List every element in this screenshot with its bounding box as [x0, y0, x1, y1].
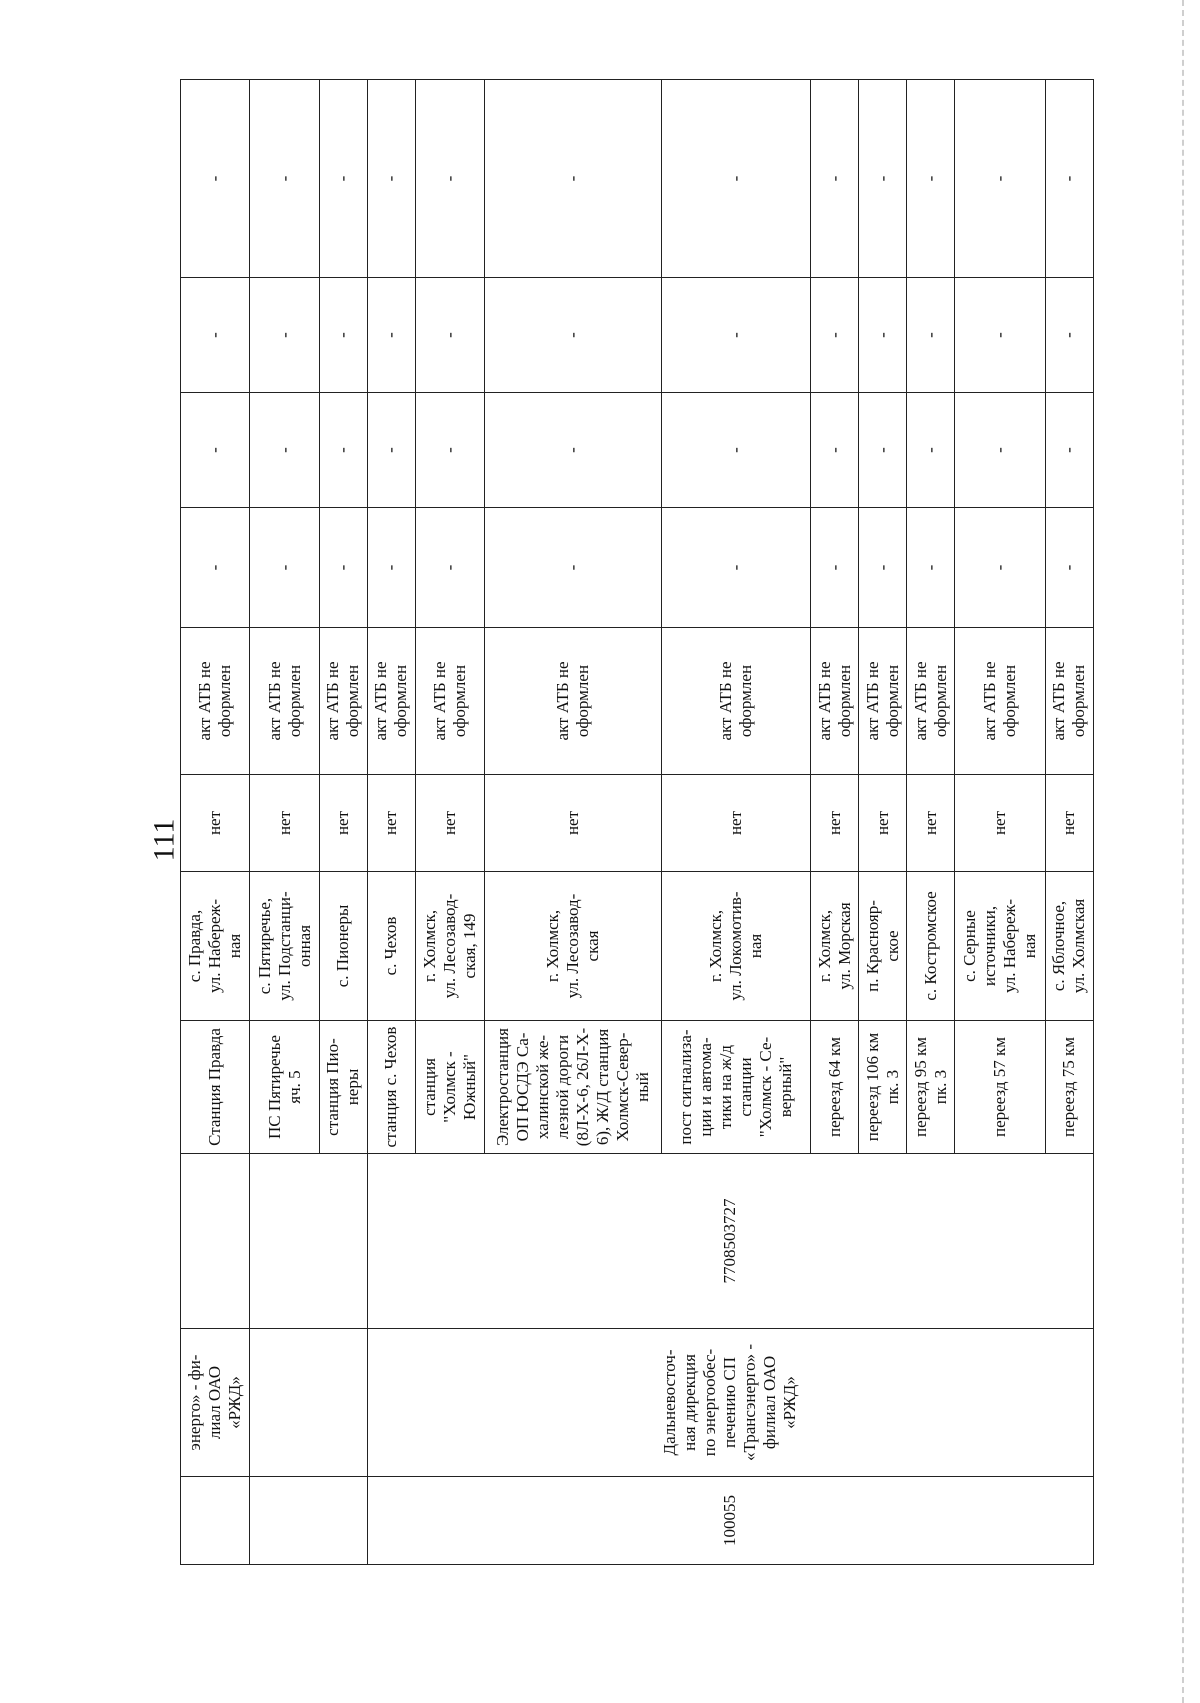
dash-cell: -	[1045, 278, 1093, 393]
dash-cell: -	[367, 508, 415, 628]
flag-cell: нет	[319, 775, 367, 872]
dash-cell: -	[181, 278, 250, 393]
object-cell: Электростанция ОП ЮСДЭ Са- халинской же- лезной дороги (8Л-Х-6, 26Л-Х- 6), Ж/Д станция Холмск-Север- ный	[485, 1021, 661, 1154]
object-cell: Станция Правда	[181, 1021, 250, 1154]
dash-cell: -	[1045, 508, 1093, 628]
dash-cell: -	[250, 80, 319, 278]
address-cell: г. Холмск, ул. Лесозавод- ская	[485, 872, 661, 1021]
dash-cell: -	[955, 278, 1046, 393]
dash-cell: -	[181, 393, 250, 508]
act-cell: акт АТБ не оформлен	[810, 628, 858, 775]
act-cell: акт АТБ не оформлен	[955, 628, 1046, 775]
flag-cell: нет	[859, 775, 907, 872]
dash-cell: -	[485, 278, 661, 393]
address-cell: г. Холмск, ул. Морская	[810, 872, 858, 1021]
inn-cell: 7708503727	[367, 1154, 1093, 1329]
act-cell: акт АТБ не оформлен	[250, 628, 319, 775]
dash-cell: -	[859, 278, 907, 393]
dash-cell: -	[810, 80, 858, 278]
dash-cell: -	[250, 278, 319, 393]
dash-cell: -	[181, 508, 250, 628]
object-cell: переезд 106 км пк. 3	[859, 1021, 907, 1154]
dash-cell: -	[907, 508, 955, 628]
rotated-table-container	[180, 80, 1094, 1565]
dash-cell: -	[955, 80, 1046, 278]
address-cell: п. Краснояр- ское	[859, 872, 907, 1021]
object-cell: переезд 75 км	[1045, 1021, 1093, 1154]
flag-cell: нет	[367, 775, 415, 872]
dash-cell: -	[415, 393, 484, 508]
object-cell: ПС Пятиречье яч. 5	[250, 1021, 319, 1154]
code-cell: 100055	[367, 1477, 1093, 1565]
dash-cell: -	[367, 278, 415, 393]
dash-cell: -	[250, 508, 319, 628]
address-cell: с. Пионеры	[319, 872, 367, 1021]
code-cell	[250, 1477, 367, 1565]
act-cell: акт АТБ не оформлен	[415, 628, 484, 775]
address-cell: с. Костромское	[907, 872, 955, 1021]
dash-cell: -	[661, 393, 810, 508]
scan-edge-marks	[1182, 0, 1200, 1703]
address-cell: с. Пятиречье, ул. Подстанци- онная	[250, 872, 319, 1021]
dash-cell: -	[661, 80, 810, 278]
flag-cell: нет	[485, 775, 661, 872]
flag-cell: нет	[907, 775, 955, 872]
dash-cell: -	[319, 393, 367, 508]
dash-cell: -	[810, 508, 858, 628]
object-cell: переезд 95 км пк. 3	[907, 1021, 955, 1154]
dash-cell: -	[319, 278, 367, 393]
dash-cell: -	[367, 393, 415, 508]
dash-cell: -	[319, 508, 367, 628]
flag-cell: нет	[810, 775, 858, 872]
dash-cell: -	[859, 508, 907, 628]
flag-cell: нет	[250, 775, 319, 872]
act-cell: акт АТБ не оформлен	[661, 628, 810, 775]
dash-cell: -	[907, 80, 955, 278]
act-cell: акт АТБ не оформлен	[319, 628, 367, 775]
dash-cell: -	[319, 80, 367, 278]
inn-cell	[250, 1154, 367, 1329]
act-cell: акт АТБ не оформлен	[1045, 628, 1093, 775]
flag-cell: нет	[661, 775, 810, 872]
object-cell: станция с. Чехов	[367, 1021, 415, 1154]
page-number: 111	[147, 818, 181, 862]
act-cell: акт АТБ не оформлен	[859, 628, 907, 775]
address-cell: с. Правда, ул. Набереж- ная	[181, 872, 250, 1021]
org-cell: Дальневосточ- ная дирекция по энергообес- печению СП «Трансэнерго» - филиал ОАО «РЖД»	[367, 1329, 1093, 1477]
dash-cell: -	[415, 80, 484, 278]
org-cell	[250, 1329, 367, 1477]
act-cell: акт АТБ не оформлен	[367, 628, 415, 775]
address-cell: с. Серные источники, ул. Набереж- ная	[955, 872, 1046, 1021]
table-row	[367, 80, 415, 1565]
dash-cell: -	[661, 508, 810, 628]
act-cell: акт АТБ не оформлен	[181, 628, 250, 775]
dash-cell: -	[1045, 80, 1093, 278]
flag-cell: нет	[1045, 775, 1093, 872]
dash-cell: -	[661, 278, 810, 393]
org-cell: энерго» - фи- лиал ОАО «РЖД»	[181, 1329, 250, 1477]
code-cell	[181, 1477, 250, 1565]
inn-cell	[181, 1154, 250, 1329]
table-row	[250, 80, 319, 1565]
dash-cell: -	[181, 80, 250, 278]
object-cell: пост сигнализа- ции и автома- тики на ж/д станции "Холмск - Се- верный"	[661, 1021, 810, 1154]
address-cell: с. Чехов	[367, 872, 415, 1021]
dash-cell: -	[810, 393, 858, 508]
dash-cell: -	[955, 508, 1046, 628]
dash-cell: -	[415, 508, 484, 628]
object-cell: станция Пио- неры	[319, 1021, 367, 1154]
dash-cell: -	[907, 278, 955, 393]
address-cell: г. Холмск, ул. Лесозавод- ская, 149	[415, 872, 484, 1021]
address-cell: г. Холмск, ул. Локомотив- ная	[661, 872, 810, 1021]
object-cell: станция "Холмск - Южный"	[415, 1021, 484, 1154]
flag-cell: нет	[955, 775, 1046, 872]
dash-cell: -	[955, 393, 1046, 508]
object-cell: переезд 57 км	[955, 1021, 1046, 1154]
dash-cell: -	[485, 508, 661, 628]
dash-cell: -	[415, 278, 484, 393]
data-table	[180, 79, 1094, 1565]
dash-cell: -	[1045, 393, 1093, 508]
dash-cell: -	[810, 278, 858, 393]
dash-cell: -	[485, 80, 661, 278]
flag-cell: нет	[415, 775, 484, 872]
table-row	[181, 80, 250, 1565]
dash-cell: -	[859, 393, 907, 508]
dash-cell: -	[250, 393, 319, 508]
flag-cell: нет	[181, 775, 250, 872]
dash-cell: -	[485, 393, 661, 508]
object-cell: переезд 64 км	[810, 1021, 858, 1154]
act-cell: акт АТБ не оформлен	[485, 628, 661, 775]
address-cell: с. Яблочное, ул. Холмская	[1045, 872, 1093, 1021]
dash-cell: -	[859, 80, 907, 278]
act-cell: акт АТБ не оформлен	[907, 628, 955, 775]
dash-cell: -	[367, 80, 415, 278]
dash-cell: -	[907, 393, 955, 508]
